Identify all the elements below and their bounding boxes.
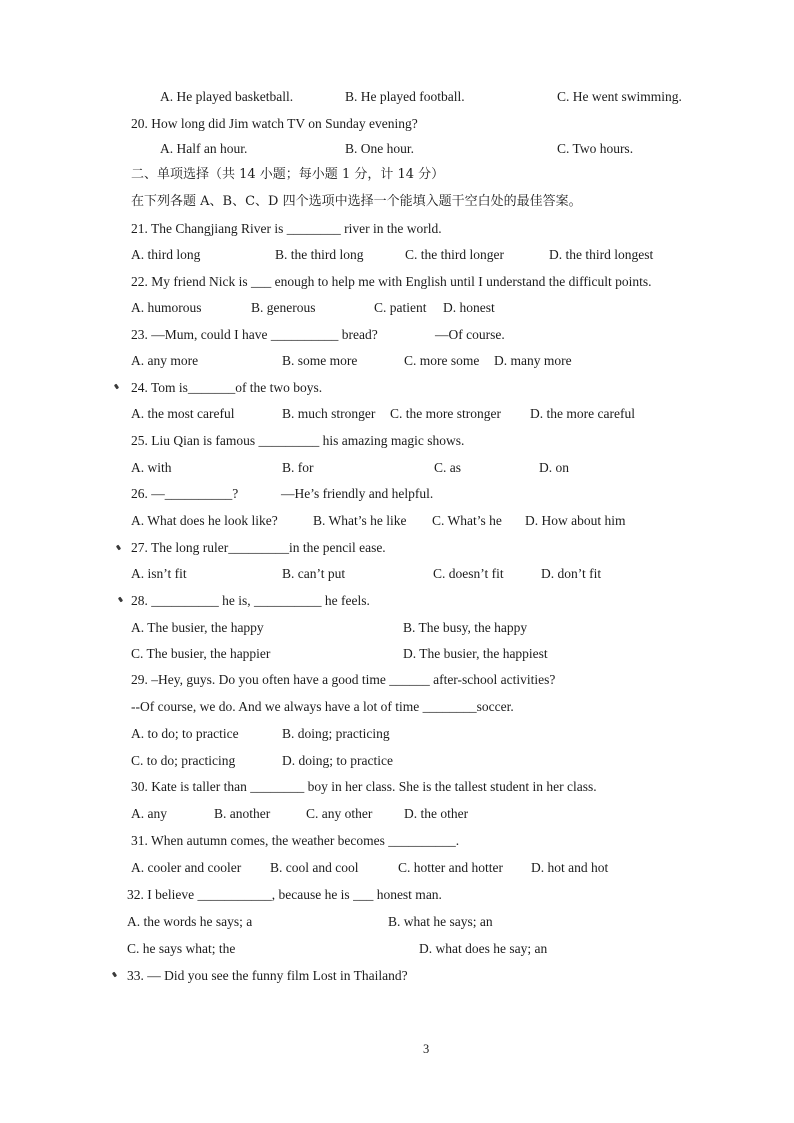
q20-option-a: A. Half an hour.: [160, 141, 248, 156]
q24-option-b: B. much stronger: [282, 406, 376, 421]
q33-stem: 33. — Did you see the funny film Lost in Thailand?: [127, 968, 408, 983]
q19-option-c: C. He went swimming.: [557, 89, 682, 104]
q31-option-d: D. hot and hot: [531, 860, 609, 875]
q21-option-a: A. third long: [131, 247, 201, 262]
q30-option-c: C. any other: [306, 806, 373, 821]
q26-option-d: D. How about him: [525, 513, 626, 528]
page-number: 3: [423, 1042, 430, 1056]
q25-option-b: B. for: [282, 460, 314, 475]
q32-stem: 32. I believe ___________, because he is ___ honest man.: [127, 887, 442, 902]
q26-option-a: A. What does he look like?: [131, 513, 278, 528]
q27-option-b: B. can’t put: [282, 566, 346, 581]
q29-option-b: B. doing; practicing: [282, 726, 390, 741]
q29-option-d: D. doing; to practice: [282, 753, 393, 768]
q26-option-c: C. What’s he: [432, 513, 502, 528]
q19-option-a: A. He played basketball.: [160, 89, 294, 104]
section2-heading: 二、单项选择（共 14 小题；每小题 1 分，计 14 分）: [131, 167, 445, 182]
q23-reply: —Of course.: [435, 327, 505, 342]
q21-option-c: C. the third longer: [405, 247, 504, 262]
q29-option-a: A. to do; to practice: [131, 726, 239, 741]
q26-stem: 26. —__________?: [131, 486, 239, 501]
q27-option-d: D. don’t fit: [541, 566, 602, 581]
q27-option-c: C. doesn’t fit: [433, 566, 504, 581]
q32-option-b: B. what he says; an: [388, 914, 493, 929]
q26-reply: —He’s friendly and helpful.: [281, 486, 434, 501]
scan-mark: [118, 597, 123, 603]
q31-stem: 31. When autumn comes, the weather becomes __________.: [131, 833, 460, 848]
q25-option-d: D. on: [539, 460, 569, 475]
q31-option-c: C. hotter and hotter: [398, 860, 503, 875]
q32-option-d: D. what does he say; an: [419, 941, 548, 956]
q29-stem-reply: --Of course, we do. And we always have a lot of time ________soccer.: [131, 699, 514, 714]
q28-option-d: D. The busier, the happiest: [403, 646, 548, 661]
q28-option-a: A. The busier, the happy: [131, 620, 264, 635]
q19-option-b: B. He played football.: [345, 89, 465, 104]
section2-instruction: 在下列各题 A、B、C、D 四个选项中选择一个能填入题干空白处的最佳答案。: [131, 194, 582, 209]
q31-option-a: A. cooler and cooler: [131, 860, 242, 875]
q25-stem: 25. Liu Qian is famous _________ his amazing magic shows.: [131, 433, 465, 448]
q24-option-a: A. the most careful: [131, 406, 235, 421]
q32-option-c: C. he says what; the: [127, 941, 236, 956]
q23-option-b: B. some more: [282, 353, 358, 368]
q21-option-b: B. the third long: [275, 247, 364, 262]
scan-mark: [116, 545, 121, 551]
q23-option-d: D. many more: [494, 353, 572, 368]
q28-option-c: C. The busier, the happier: [131, 646, 271, 661]
q21-option-d: D. the third longest: [549, 247, 654, 262]
q30-option-b: B. another: [214, 806, 271, 821]
q27-stem: 27. The long ruler_________in the pencil ease.: [131, 540, 386, 555]
q22-option-d: D. honest: [443, 300, 495, 315]
q25-option-c: C. as: [434, 460, 461, 475]
q22-option-c: C. patient: [374, 300, 427, 315]
scan-mark: [114, 384, 119, 390]
q25-option-a: A. with: [131, 460, 172, 475]
q23-stem: 23. —Mum, could I have __________ bread?: [131, 327, 378, 342]
q30-option-d: D. the other: [404, 806, 469, 821]
q20-option-c: C. Two hours.: [557, 141, 634, 156]
q31-option-b: B. cool and cool: [270, 860, 359, 875]
q22-stem: 22. My friend Nick is ___ enough to help me with English until I understand the difficult points.: [131, 274, 652, 289]
q29-stem: 29. –Hey, guys. Do you often have a good time ______ after-school activities?: [131, 672, 556, 687]
q26-option-b: B. What’s he like: [313, 513, 407, 528]
q24-option-c: C. the more stronger: [390, 406, 501, 421]
scan-mark: [112, 972, 117, 978]
q32-option-a: A. the words he says; a: [127, 914, 253, 929]
q23-option-a: A. any more: [131, 353, 199, 368]
q28-option-b: B. The busy, the happy: [403, 620, 528, 635]
q22-option-a: A. humorous: [131, 300, 202, 315]
q24-stem: 24. Tom is_______of the two boys.: [131, 380, 323, 395]
q20-option-b: B. One hour.: [345, 141, 414, 156]
q28-stem: 28. __________ he is, __________ he feels.: [131, 593, 370, 608]
q27-option-a: A. isn’t fit: [131, 566, 187, 581]
q30-stem: 30. Kate is taller than ________ boy in her class. She is the tallest student in her class.: [131, 779, 597, 794]
q20-stem: 20. How long did Jim watch TV on Sunday evening?: [131, 116, 418, 131]
q23-option-c: C. more some: [404, 353, 480, 368]
q24-option-d: D. the more careful: [530, 406, 635, 421]
q22-option-b: B. generous: [251, 300, 316, 315]
q29-option-c: C. to do; practicing: [131, 753, 236, 768]
q21-stem: 21. The Changjiang River is ________ river in the world.: [131, 221, 442, 236]
q30-option-a: A. any: [131, 806, 167, 821]
